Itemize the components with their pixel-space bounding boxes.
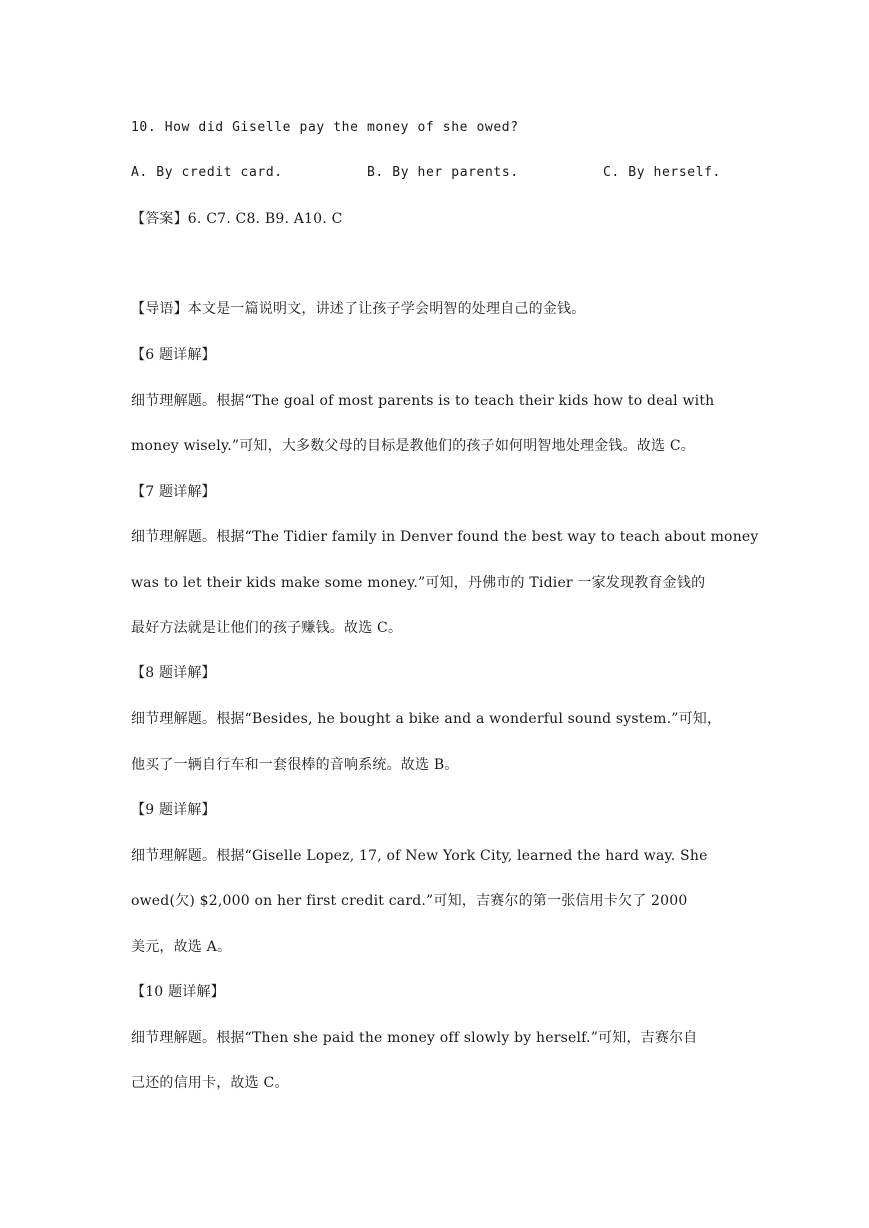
section-9-line-2: owed(欠) $2,000 on her first credit card.”可知，吉赛尔的第一张信用卡欠了 2000 xyxy=(131,893,688,909)
section-10-heading: 【10 题详解】 xyxy=(131,984,225,1000)
section-6-line-1: 细节理解题。根据“The goal of most parents is to teach their kids how to deal with xyxy=(131,393,715,409)
section-8-heading: 【8 题详解】 xyxy=(131,665,216,681)
section-9-line-3: 美元，故选 A。 xyxy=(131,939,232,955)
option-a: A. By credit card. xyxy=(131,165,283,180)
question-10-text: 10. How did Giselle pay the money of she owed? xyxy=(131,120,519,135)
section-6-heading: 【6 题详解】 xyxy=(131,347,216,363)
answer-line: 【答案】6. C7. C8. B9. A10. C xyxy=(131,211,343,227)
guide-line: 【导语】本文是一篇说明文，讲述了让孩子学会明智的处理自己的金钱。 xyxy=(131,301,586,317)
section-7-heading: 【7 题详解】 xyxy=(131,484,216,500)
section-8-line-2: 他买了一辆自行车和一套很棒的音响系统。故选 B。 xyxy=(131,757,459,773)
section-8-line-1: 细节理解题。根据“Besides, he bought a bike and a wonderful sound system.”可知， xyxy=(131,711,722,727)
section-7-line-2: was to let their kids make some money.”可知，丹佛市的 Tidier 一家发现教育金钱的 xyxy=(131,575,706,591)
section-10-line-2: 己还的信用卡，故选 C。 xyxy=(131,1075,289,1091)
section-7-line-1: 细节理解题。根据“The Tidier family in Denver found the best way to teach about money xyxy=(131,529,759,545)
option-b: B. By her parents. xyxy=(367,165,519,180)
question-10-options xyxy=(131,164,731,182)
section-10-line-1: 细节理解题。根据“Then she paid the money off slowly by herself.”可知，吉赛尔自 xyxy=(131,1030,698,1046)
section-9-heading: 【9 题详解】 xyxy=(131,802,216,818)
section-9-line-1: 细节理解题。根据“Giselle Lopez, 17, of New York City, learned the hard way. She xyxy=(131,848,708,864)
section-6-line-2: money wisely.”可知，大多数父母的目标是教他们的孩子如何明智地处理金钱。故选 C。 xyxy=(131,438,695,454)
option-c: C. By herself. xyxy=(603,165,721,180)
section-7-line-3: 最好方法就是让他们的孩子赚钱。故选 C。 xyxy=(131,620,403,636)
